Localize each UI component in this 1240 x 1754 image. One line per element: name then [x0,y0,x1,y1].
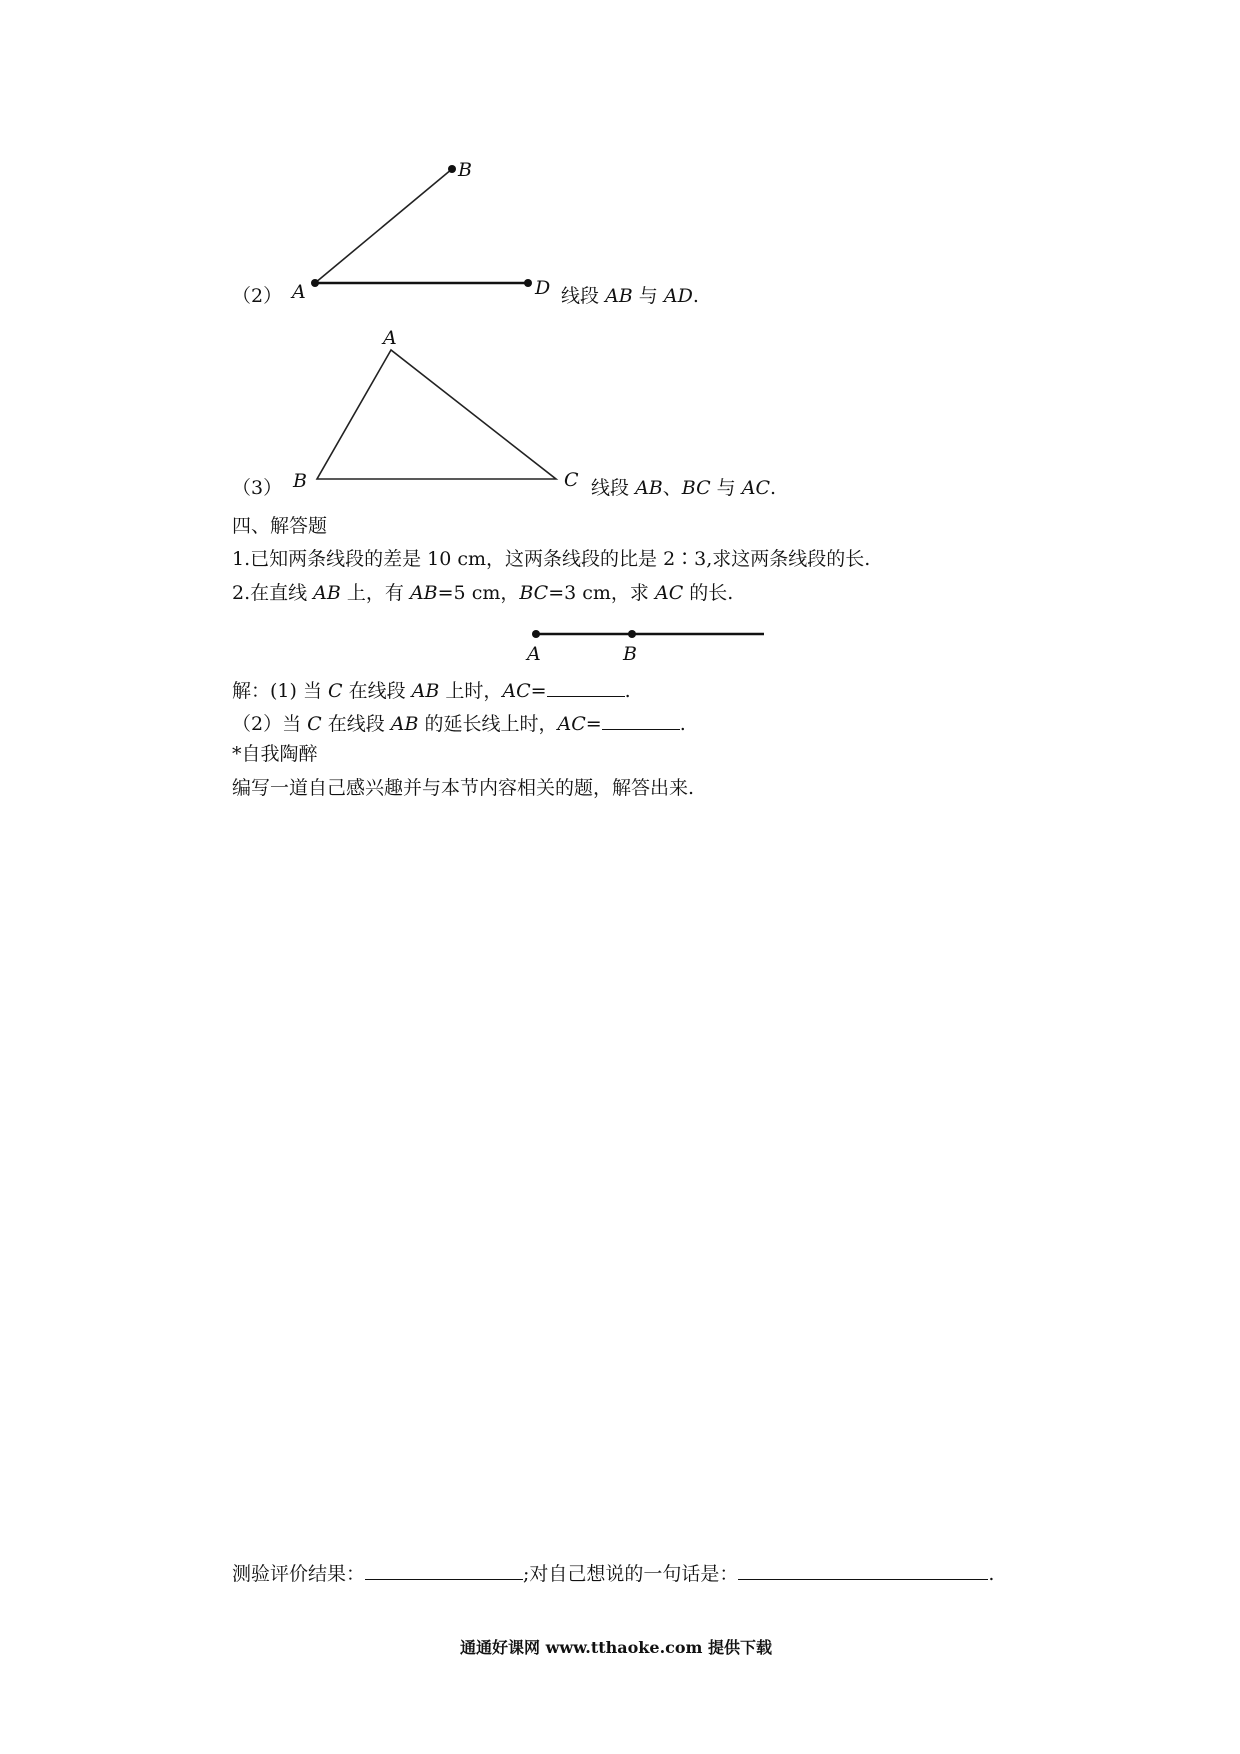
answer-1 [232,680,631,701]
q2-var: AC [654,582,684,604]
evaluation-label: 测验评价结果： [232,1563,366,1585]
answer-end: . [624,680,631,702]
label-A: A [292,281,306,303]
caption-end: . [692,285,699,307]
self-text: 编写一道自己感兴趣并与本节内容相关的题，解答出来. [232,777,695,799]
answer-var: AC [502,680,531,702]
caption-conj: 与 [716,477,736,499]
label-tri-A: A [383,327,397,349]
line-point-A [532,630,540,638]
caption-seg1: AB [635,477,663,499]
self-words-label: ;对自己想说的一句话是： [523,1563,739,1585]
answer-var: C [307,713,322,735]
q2-text: =5 cm， [437,582,520,604]
caption-conj: 与 [638,285,658,307]
answer-2-blank[interactable] [602,713,680,730]
page-footer: 通通好课网 www.tthaoke.com 提供下载 [460,1638,773,1657]
answer-var: AB [411,680,440,702]
answer-1-blank[interactable] [547,680,625,697]
caption-end: . [770,477,777,499]
answer-end: . [679,713,686,735]
self-words-blank[interactable] [738,1563,988,1580]
line-label-A: A [527,643,541,665]
label-tri-B: B [293,470,307,492]
answer-text: （2）当 [232,713,308,735]
caption-prefix: 线段 [591,477,630,499]
q2-var: BC [519,582,549,604]
self-heading: *自我陶醉 [232,743,318,765]
answer-text: 在线段 [321,713,391,735]
answer-var: C [328,680,343,702]
line-point-B [628,630,636,638]
caption-seg1: AB [605,285,633,307]
section-4-heading: 四、解答题 [232,515,328,537]
evaluation-result-blank[interactable] [365,1563,523,1580]
q2-text: 的长. [683,582,734,604]
evaluation-line [232,1563,994,1584]
triangle-ABC [317,350,556,479]
q2-var: AB [409,582,438,604]
q2-var: AB [313,582,341,604]
caption-seg3: AC [741,477,770,499]
caption-sep: 、 [662,477,682,499]
evaluation-end: . [988,1563,995,1585]
question-1: 1.已知两条线段的差是 10 cm，这两条线段的比是 2∶3,求这两条线段的长. [232,548,871,570]
caption-prefix: 线段 [561,285,600,307]
answer-text: = [585,713,602,735]
caption-seg2: AD [663,285,693,307]
label-B: B [458,159,472,181]
label-D: D [535,277,551,299]
point-B [448,165,456,173]
label-tri-C: C [564,469,579,491]
question-2 [232,584,733,603]
answer-text: 解：(1) 当 [232,680,328,702]
answer-var: AB [390,713,419,735]
point-D [524,279,532,287]
answer-text: = [530,680,547,702]
q2-text: =3 cm，求 [548,582,655,604]
point-A [311,279,319,287]
answer-2 [232,713,686,734]
figure-3-number: （3） [232,477,283,499]
q2-text: 上，有 [340,582,410,604]
segment-AB [315,169,452,283]
figure-2-number: （2） [232,285,283,307]
answer-var: AC [557,713,586,735]
line-label-B: B [623,643,637,665]
q2-text: 2.在直线 [232,582,314,604]
figure-3-caption [591,479,776,498]
answer-text: 在线段 [342,680,412,702]
answer-text: 的延长线上时， [418,713,558,735]
answer-text: 上时， [439,680,503,702]
figure-2-caption [561,287,699,306]
caption-seg2: BC [681,477,711,499]
